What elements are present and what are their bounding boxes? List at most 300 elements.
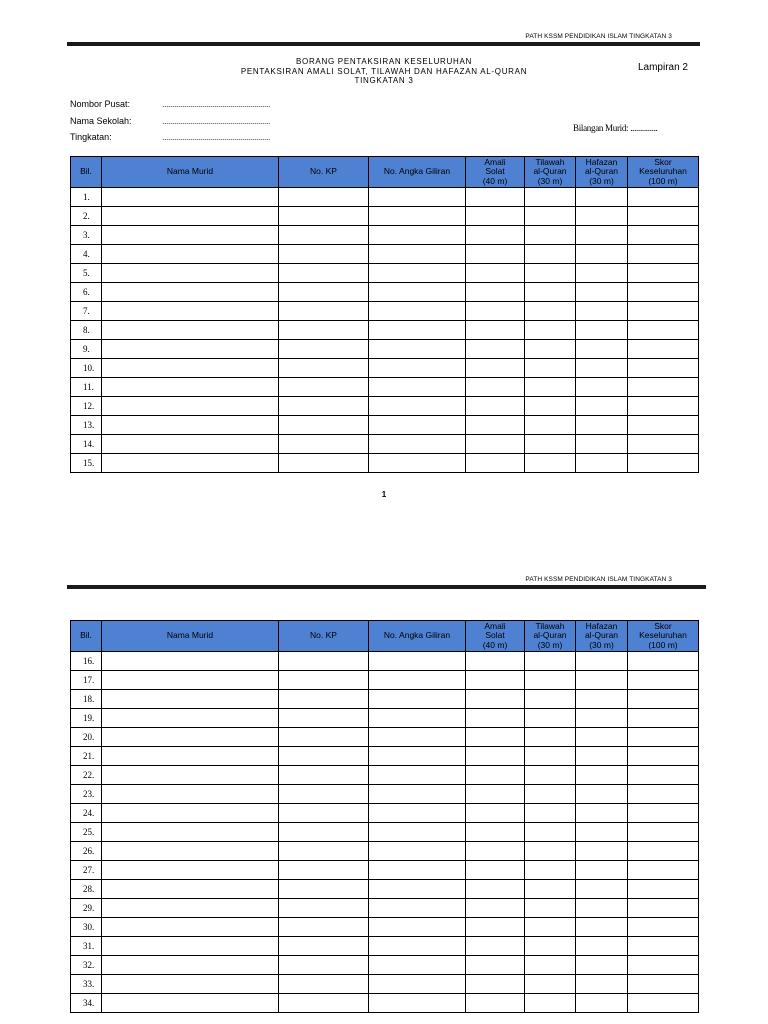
header-line: Keseluruhan [639, 630, 687, 641]
hafazan-cell[interactable] [576, 690, 628, 709]
table-row [71, 899, 699, 918]
no-kp-cell[interactable] [279, 378, 369, 397]
no-kp-cell[interactable] [279, 302, 369, 321]
hafazan-cell[interactable] [576, 454, 628, 473]
amali-solat-cell[interactable] [466, 359, 525, 378]
amali-solat-cell[interactable] [466, 728, 525, 747]
tilawah-cell[interactable] [525, 728, 576, 747]
no-kp-cell[interactable] [279, 804, 369, 823]
nama-murid-cell[interactable] [102, 728, 279, 747]
amali-solat-cell[interactable] [466, 956, 525, 975]
nama-murid-cell[interactable] [102, 766, 279, 785]
hafazan-cell[interactable] [576, 226, 628, 245]
no-kp-cell[interactable] [279, 709, 369, 728]
amali-solat-cell[interactable] [466, 226, 525, 245]
no-kp-cell[interactable] [279, 671, 369, 690]
nama-murid-cell[interactable] [102, 747, 279, 766]
skor-cell[interactable] [628, 728, 699, 747]
tilawah-cell[interactable] [525, 956, 576, 975]
no-angka-giliran-cell[interactable] [369, 652, 466, 671]
nama-murid-cell[interactable] [102, 340, 279, 359]
nama-murid-cell[interactable] [102, 226, 279, 245]
amali-solat-cell[interactable] [466, 378, 525, 397]
no-angka-giliran-cell[interactable] [369, 340, 466, 359]
nama-murid-cell[interactable] [102, 709, 279, 728]
tilawah-cell[interactable] [525, 918, 576, 937]
tilawah-cell[interactable] [525, 937, 576, 956]
amali-solat-cell[interactable] [466, 899, 525, 918]
amali-solat-cell[interactable] [466, 937, 525, 956]
no-angka-giliran-cell[interactable] [369, 842, 466, 861]
no-kp-cell[interactable] [279, 397, 369, 416]
tingkatan-field[interactable]: ...................................................... [162, 132, 271, 142]
hafazan-cell[interactable] [576, 264, 628, 283]
tilawah-cell[interactable] [525, 340, 576, 359]
nama-murid-cell[interactable] [102, 994, 279, 1013]
header-rule [67, 42, 700, 46]
no-angka-giliran-cell[interactable] [369, 956, 466, 975]
hafazan-cell[interactable] [576, 709, 628, 728]
nama-murid-cell[interactable] [102, 880, 279, 899]
no-angka-giliran-cell[interactable] [369, 709, 466, 728]
tilawah-cell[interactable] [525, 823, 576, 842]
nama-murid-cell[interactable] [102, 188, 279, 207]
amali-solat-cell[interactable] [466, 245, 525, 264]
tilawah-cell[interactable] [525, 975, 576, 994]
skor-cell[interactable] [628, 994, 699, 1013]
row-number: 28. [71, 880, 102, 899]
row-number: 21. [71, 747, 102, 766]
form-title-line2: PENTAKSIRAN AMALI SOLAT, TILAWAH DAN HAFAZAN AL-QURAN [240, 66, 528, 76]
amali-solat-cell[interactable] [466, 188, 525, 207]
nama-murid-cell[interactable] [102, 842, 279, 861]
no-kp-cell[interactable] [279, 207, 369, 226]
hafazan-cell[interactable] [576, 397, 628, 416]
skor-cell[interactable] [628, 690, 699, 709]
table-row [71, 842, 699, 861]
hafazan-cell[interactable] [576, 899, 628, 918]
skor-cell[interactable] [628, 378, 699, 397]
row-number: 26. [71, 842, 102, 861]
row-number: 18. [71, 690, 102, 709]
skor-cell[interactable] [628, 747, 699, 766]
skor-cell[interactable] [628, 359, 699, 378]
tilawah-cell[interactable] [525, 416, 576, 435]
hafazan-cell[interactable] [576, 728, 628, 747]
tilawah-cell[interactable] [525, 378, 576, 397]
skor-cell[interactable] [628, 709, 699, 728]
amali-solat-cell[interactable] [466, 454, 525, 473]
no-angka-giliran-cell[interactable] [369, 937, 466, 956]
skor-cell[interactable] [628, 340, 699, 359]
tilawah-cell[interactable] [525, 454, 576, 473]
nama-murid-cell[interactable] [102, 652, 279, 671]
hafazan-cell[interactable] [576, 785, 628, 804]
no-kp-cell[interactable] [279, 435, 369, 454]
no-kp-cell[interactable] [279, 283, 369, 302]
skor-cell[interactable] [628, 454, 699, 473]
running-header-page2: PATH KSSM PENDIDIKAN ISLAM TINGKATAN 3 [525, 576, 672, 583]
skor-cell[interactable] [628, 918, 699, 937]
tilawah-cell[interactable] [525, 188, 576, 207]
no-kp-cell[interactable] [279, 340, 369, 359]
no-angka-giliran-cell[interactable] [369, 302, 466, 321]
tilawah-cell[interactable] [525, 842, 576, 861]
row-number: 23. [71, 785, 102, 804]
skor-cell[interactable] [628, 880, 699, 899]
table-row [71, 435, 699, 454]
hafazan-cell[interactable] [576, 302, 628, 321]
no-kp-cell[interactable] [279, 728, 369, 747]
nama-sekolah-field[interactable]: ...................................................... [162, 116, 271, 126]
table-row [71, 652, 699, 671]
header-line: Hafazan [585, 156, 618, 167]
no-angka-giliran-cell[interactable] [369, 359, 466, 378]
tilawah-cell[interactable] [525, 690, 576, 709]
no-angka-giliran-cell[interactable] [369, 454, 466, 473]
no-kp-cell[interactable] [279, 785, 369, 804]
form-title-line3: TINGKATAN 3 [354, 76, 414, 85]
no-kp-cell[interactable] [279, 975, 369, 994]
bilangan-murid: Bilangan Murid: .............. [573, 123, 658, 133]
table-row [71, 226, 699, 245]
no-kp-cell[interactable] [279, 880, 369, 899]
tilawah-cell[interactable] [525, 804, 576, 823]
hafazan-cell[interactable] [576, 937, 628, 956]
no-kp-cell[interactable] [279, 416, 369, 435]
tilawah-cell[interactable] [525, 283, 576, 302]
skor-cell[interactable] [628, 652, 699, 671]
no-kp-cell[interactable] [279, 823, 369, 842]
hafazan-cell[interactable] [576, 378, 628, 397]
nama-murid-cell[interactable] [102, 245, 279, 264]
header-line: (40 m) [482, 175, 508, 186]
amali-solat-cell[interactable] [466, 397, 525, 416]
amali-solat-cell[interactable] [466, 766, 525, 785]
hafazan-cell[interactable] [576, 435, 628, 454]
tilawah-cell[interactable] [525, 994, 576, 1013]
hafazan-cell[interactable] [576, 747, 628, 766]
skor-cell[interactable] [628, 188, 699, 207]
table-row [71, 321, 699, 340]
amali-solat-cell[interactable] [466, 340, 525, 359]
table-row [71, 690, 699, 709]
amali-solat-cell[interactable] [466, 709, 525, 728]
no-angka-giliran-cell[interactable] [369, 264, 466, 283]
skor-cell[interactable] [628, 321, 699, 340]
no-kp-cell[interactable] [279, 690, 369, 709]
amali-solat-cell[interactable] [466, 785, 525, 804]
amali-solat-cell[interactable] [466, 823, 525, 842]
tilawah-cell[interactable] [525, 747, 576, 766]
amali-solat-cell[interactable] [466, 918, 525, 937]
amali-solat-cell[interactable] [466, 302, 525, 321]
header-line: Solat [485, 166, 505, 177]
skor-cell[interactable] [628, 975, 699, 994]
amali-solat-cell[interactable] [466, 283, 525, 302]
skor-cell[interactable] [628, 956, 699, 975]
hafazan-cell[interactable] [576, 994, 628, 1013]
hafazan-cell[interactable] [576, 671, 628, 690]
no-kp-cell[interactable] [279, 359, 369, 378]
amali-solat-cell[interactable] [466, 416, 525, 435]
lampiran-label: Lampiran 2 [637, 62, 688, 73]
skor-cell[interactable] [628, 283, 699, 302]
amali-solat-cell[interactable] [466, 842, 525, 861]
header-line: (100 m) [648, 639, 678, 650]
tilawah-cell[interactable] [525, 785, 576, 804]
skor-cell[interactable] [628, 671, 699, 690]
row-number: 19. [71, 709, 102, 728]
hafazan-cell[interactable] [576, 766, 628, 785]
amali-solat-cell[interactable] [466, 690, 525, 709]
hafazan-cell[interactable] [576, 321, 628, 340]
no-angka-giliran-cell[interactable] [369, 994, 466, 1013]
no-kp-cell[interactable] [279, 188, 369, 207]
no-kp-cell[interactable] [279, 994, 369, 1013]
no-angka-giliran-cell[interactable] [369, 397, 466, 416]
nama-murid-cell[interactable] [102, 671, 279, 690]
skor-cell[interactable] [628, 785, 699, 804]
nombor-pusat-field[interactable]: ...................................................... [162, 99, 271, 109]
row-number: 33. [71, 975, 102, 994]
row-number: 20. [71, 728, 102, 747]
row-number: 3. [71, 226, 102, 245]
no-kp-cell[interactable] [279, 245, 369, 264]
nama-murid-cell[interactable] [102, 823, 279, 842]
skor-cell[interactable] [628, 804, 699, 823]
hafazan-cell[interactable] [576, 880, 628, 899]
skor-cell[interactable] [628, 226, 699, 245]
no-kp-cell[interactable] [279, 652, 369, 671]
skor-cell[interactable] [628, 245, 699, 264]
assessment-table-page2 [70, 620, 699, 1013]
tilawah-cell[interactable] [525, 264, 576, 283]
no-angka-giliran-cell[interactable] [369, 861, 466, 880]
skor-cell[interactable] [628, 937, 699, 956]
skor-cell[interactable] [628, 207, 699, 226]
skor-cell[interactable] [628, 766, 699, 785]
table-row [71, 340, 699, 359]
table-row [71, 207, 699, 226]
row-number: 1. [71, 188, 102, 207]
nama-murid-cell[interactable] [102, 416, 279, 435]
nama-murid-cell[interactable] [102, 207, 279, 226]
skor-cell[interactable] [628, 264, 699, 283]
amali-solat-cell[interactable] [466, 435, 525, 454]
row-number: 7. [71, 302, 102, 321]
header-skor-keseluruhan [628, 621, 699, 652]
no-angka-giliran-cell[interactable] [369, 785, 466, 804]
table-row [71, 264, 699, 283]
tilawah-cell[interactable] [525, 302, 576, 321]
header-nama-murid: Nama Murid [102, 621, 279, 652]
header-no-angka-giliran: No. Angka Giliran [369, 621, 466, 652]
tilawah-cell[interactable] [525, 226, 576, 245]
hafazan-cell[interactable] [576, 918, 628, 937]
no-angka-giliran-cell[interactable] [369, 671, 466, 690]
tilawah-cell[interactable] [525, 671, 576, 690]
nama-murid-cell[interactable] [102, 975, 279, 994]
row-number: 29. [71, 899, 102, 918]
table-row [71, 188, 699, 207]
tilawah-cell[interactable] [525, 321, 576, 340]
skor-cell[interactable] [628, 397, 699, 416]
skor-cell[interactable] [628, 842, 699, 861]
no-kp-cell[interactable] [279, 937, 369, 956]
no-kp-cell[interactable] [279, 918, 369, 937]
nama-murid-cell[interactable] [102, 956, 279, 975]
hafazan-cell[interactable] [576, 188, 628, 207]
table-row [71, 785, 699, 804]
nama-murid-cell[interactable] [102, 321, 279, 340]
amali-solat-cell[interactable] [466, 880, 525, 899]
hafazan-cell[interactable] [576, 245, 628, 264]
no-angka-giliran-cell[interactable] [369, 435, 466, 454]
no-kp-cell[interactable] [279, 899, 369, 918]
header-rule-page2 [67, 585, 706, 589]
hafazan-cell[interactable] [576, 283, 628, 302]
nama-murid-cell[interactable] [102, 435, 279, 454]
tilawah-cell[interactable] [525, 207, 576, 226]
hafazan-cell[interactable] [576, 652, 628, 671]
skor-cell[interactable] [628, 861, 699, 880]
nama-murid-cell[interactable] [102, 690, 279, 709]
header-line: al-Quran [533, 166, 567, 177]
nama-murid-cell[interactable] [102, 283, 279, 302]
header-no-kp: No. KP [279, 157, 369, 188]
table-row [71, 709, 699, 728]
tilawah-cell[interactable] [525, 861, 576, 880]
row-number: 34. [71, 994, 102, 1013]
table-row [71, 975, 699, 994]
no-angka-giliran-cell[interactable] [369, 747, 466, 766]
hafazan-cell[interactable] [576, 956, 628, 975]
row-number: 12. [71, 397, 102, 416]
header-amali-solat [466, 157, 525, 188]
no-kp-cell[interactable] [279, 766, 369, 785]
hafazan-cell[interactable] [576, 975, 628, 994]
no-angka-giliran-cell[interactable] [369, 766, 466, 785]
no-angka-giliran-cell[interactable] [369, 728, 466, 747]
nama-murid-cell[interactable] [102, 264, 279, 283]
amali-solat-cell[interactable] [466, 804, 525, 823]
nama-murid-cell[interactable] [102, 397, 279, 416]
amali-solat-cell[interactable] [466, 861, 525, 880]
tilawah-cell[interactable] [525, 709, 576, 728]
nama-murid-cell[interactable] [102, 454, 279, 473]
no-kp-cell[interactable] [279, 747, 369, 766]
nombor-pusat-label: Nombor Pusat: [70, 99, 131, 109]
tilawah-cell[interactable] [525, 880, 576, 899]
table-row [71, 861, 699, 880]
no-angka-giliran-cell[interactable] [369, 690, 466, 709]
hafazan-cell[interactable] [576, 340, 628, 359]
nama-murid-cell[interactable] [102, 937, 279, 956]
no-angka-giliran-cell[interactable] [369, 321, 466, 340]
tilawah-cell[interactable] [525, 397, 576, 416]
skor-cell[interactable] [628, 302, 699, 321]
nama-murid-cell[interactable] [102, 359, 279, 378]
hafazan-cell[interactable] [576, 207, 628, 226]
amali-solat-cell[interactable] [466, 671, 525, 690]
amali-solat-cell[interactable] [466, 321, 525, 340]
amali-solat-cell[interactable] [466, 207, 525, 226]
tilawah-cell[interactable] [525, 899, 576, 918]
amali-solat-cell[interactable] [466, 747, 525, 766]
hafazan-cell[interactable] [576, 861, 628, 880]
header-bil: Bil. [71, 621, 102, 652]
skor-cell[interactable] [628, 416, 699, 435]
nama-murid-cell[interactable] [102, 918, 279, 937]
no-angka-giliran-cell[interactable] [369, 378, 466, 397]
nama-murid-cell[interactable] [102, 378, 279, 397]
header-line: (30 m) [589, 639, 614, 650]
no-angka-giliran-cell[interactable] [369, 188, 466, 207]
no-kp-cell[interactable] [279, 454, 369, 473]
no-angka-giliran-cell[interactable] [369, 226, 466, 245]
hafazan-cell[interactable] [576, 416, 628, 435]
hafazan-cell[interactable] [576, 359, 628, 378]
skor-cell[interactable] [628, 435, 699, 454]
no-kp-cell[interactable] [279, 264, 369, 283]
no-kp-cell[interactable] [279, 842, 369, 861]
amali-solat-cell[interactable] [466, 652, 525, 671]
no-angka-giliran-cell[interactable] [369, 975, 466, 994]
tilawah-cell[interactable] [525, 359, 576, 378]
nama-murid-cell[interactable] [102, 785, 279, 804]
no-angka-giliran-cell[interactable] [369, 880, 466, 899]
no-kp-cell[interactable] [279, 956, 369, 975]
nama-murid-cell[interactable] [102, 302, 279, 321]
no-kp-cell[interactable] [279, 226, 369, 245]
tilawah-cell[interactable] [525, 766, 576, 785]
skor-cell[interactable] [628, 823, 699, 842]
no-angka-giliran-cell[interactable] [369, 918, 466, 937]
table-row [71, 956, 699, 975]
no-kp-cell[interactable] [279, 321, 369, 340]
no-angka-giliran-cell[interactable] [369, 823, 466, 842]
amali-solat-cell[interactable] [466, 994, 525, 1013]
nama-murid-cell[interactable] [102, 804, 279, 823]
hafazan-cell[interactable] [576, 842, 628, 861]
hafazan-cell[interactable] [576, 823, 628, 842]
no-angka-giliran-cell[interactable] [369, 245, 466, 264]
amali-solat-cell[interactable] [466, 975, 525, 994]
row-number: 30. [71, 918, 102, 937]
header-line: Keseluruhan [639, 166, 687, 177]
table-row [71, 880, 699, 899]
hafazan-cell[interactable] [576, 804, 628, 823]
no-angka-giliran-cell[interactable] [369, 899, 466, 918]
no-angka-giliran-cell[interactable] [369, 283, 466, 302]
no-angka-giliran-cell[interactable] [369, 207, 466, 226]
no-angka-giliran-cell[interactable] [369, 416, 466, 435]
no-angka-giliran-cell[interactable] [369, 804, 466, 823]
tilawah-cell[interactable] [525, 435, 576, 454]
tilawah-cell[interactable] [525, 652, 576, 671]
skor-cell[interactable] [628, 899, 699, 918]
no-kp-cell[interactable] [279, 861, 369, 880]
tilawah-cell[interactable] [525, 245, 576, 264]
header-no-kp: No. KP [279, 621, 369, 652]
nama-murid-cell[interactable] [102, 861, 279, 880]
nama-murid-cell[interactable] [102, 899, 279, 918]
form-title-line1: BORANG PENTAKSIRAN KESELURUHAN [296, 57, 472, 66]
page-number: 1 [381, 490, 387, 499]
amali-solat-cell[interactable] [466, 264, 525, 283]
running-header: PATH KSSM PENDIDIKAN ISLAM TINGKATAN 3 [525, 33, 672, 40]
